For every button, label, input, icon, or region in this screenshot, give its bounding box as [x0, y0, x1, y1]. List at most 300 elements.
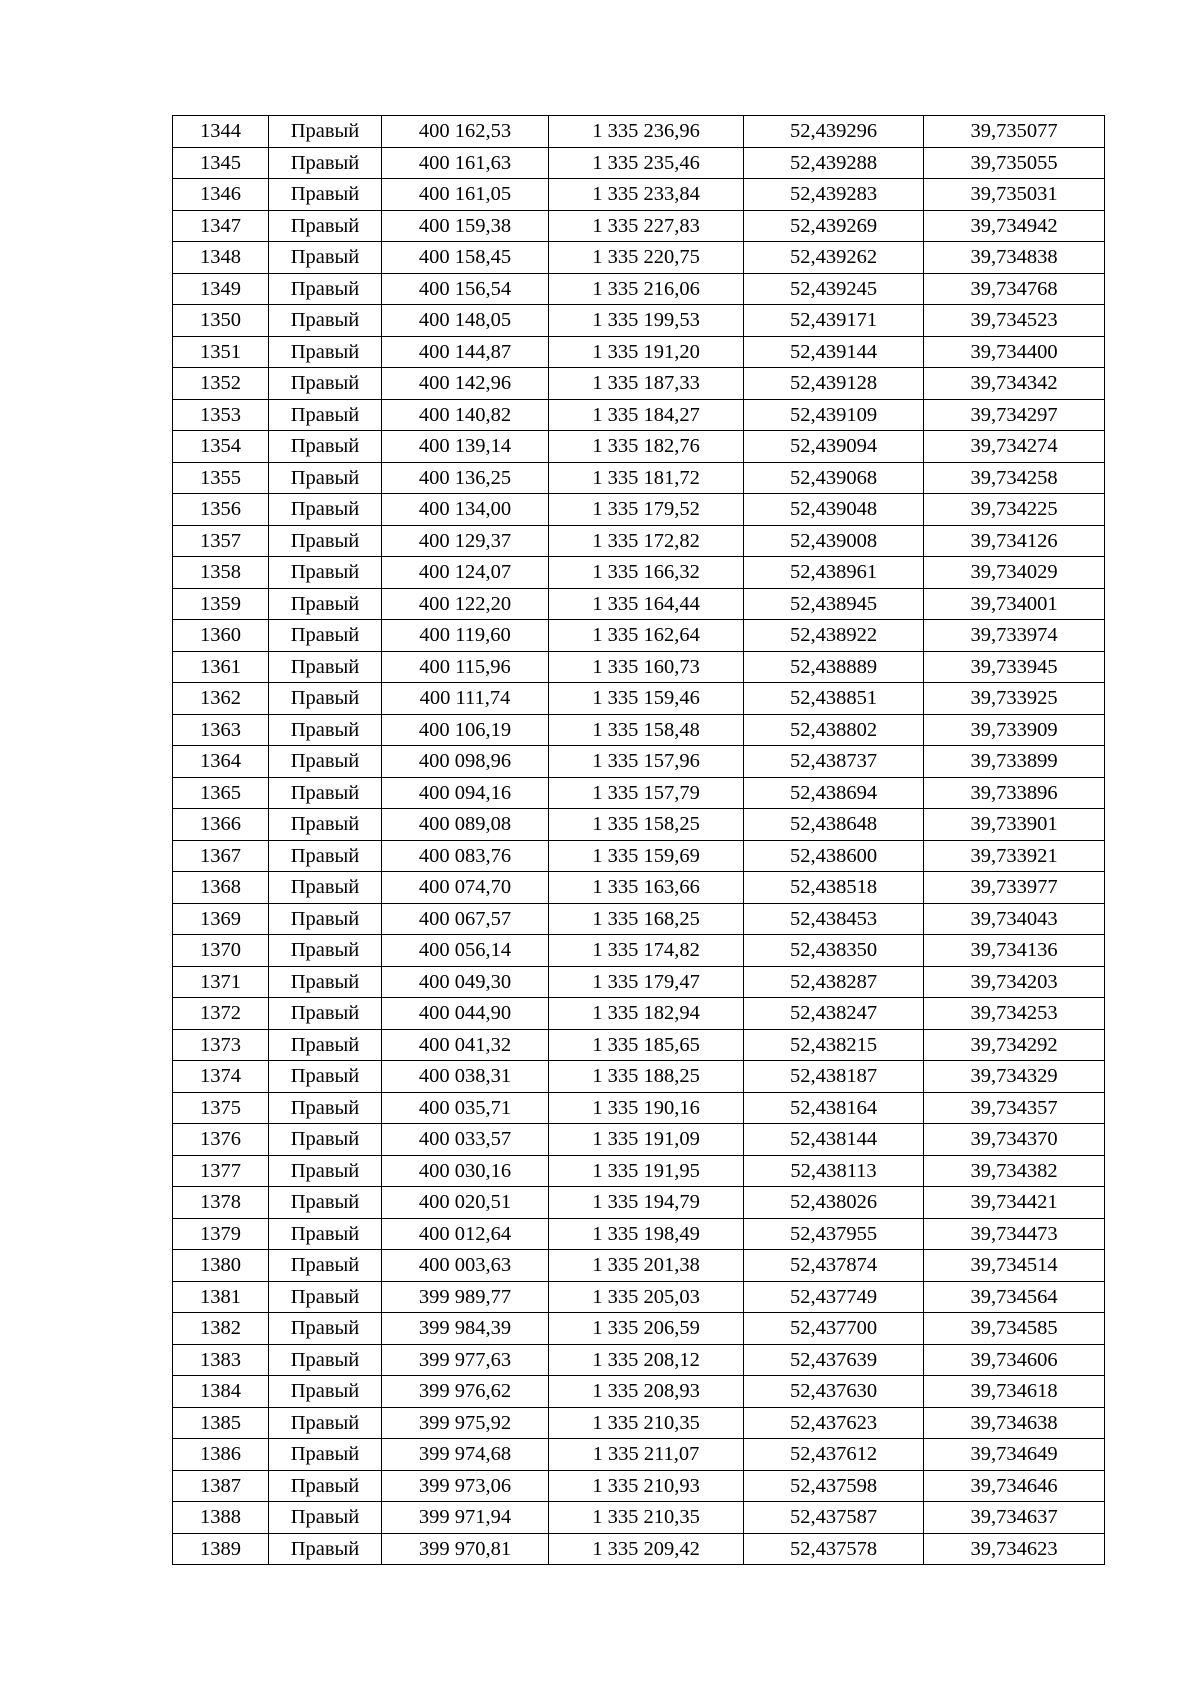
- table-row: [173, 462, 1105, 494]
- side-cell: Правый: [269, 1344, 382, 1376]
- table-row: [173, 1376, 1105, 1408]
- side-cell: Правый: [269, 1407, 382, 1439]
- point-number-cell: 1356: [173, 494, 269, 526]
- longitude-cell: 39,734329: [924, 1061, 1105, 1093]
- y-coordinate-cell: 1 335 191,09: [549, 1124, 744, 1156]
- y-coordinate-cell: 1 335 198,49: [549, 1218, 744, 1250]
- y-coordinate-cell: 1 335 194,79: [549, 1187, 744, 1219]
- longitude-cell: 39,734564: [924, 1281, 1105, 1313]
- y-coordinate-cell: 1 335 182,76: [549, 431, 744, 463]
- point-number-cell: 1358: [173, 557, 269, 589]
- latitude-cell: 52,439094: [744, 431, 924, 463]
- point-number-cell: 1352: [173, 368, 269, 400]
- y-coordinate-cell: 1 335 233,84: [549, 179, 744, 211]
- x-coordinate-cell: 400 144,87: [382, 336, 549, 368]
- point-number-cell: 1367: [173, 840, 269, 872]
- table-row: [173, 1470, 1105, 1502]
- latitude-cell: 52,439269: [744, 210, 924, 242]
- x-coordinate-cell: 400 041,32: [382, 1029, 549, 1061]
- table-row: [173, 809, 1105, 841]
- y-coordinate-cell: 1 335 216,06: [549, 273, 744, 305]
- longitude-cell: 39,733921: [924, 840, 1105, 872]
- table-row: [173, 431, 1105, 463]
- latitude-cell: 52,437612: [744, 1439, 924, 1471]
- x-coordinate-cell: 400 094,16: [382, 777, 549, 809]
- x-coordinate-cell: 400 148,05: [382, 305, 549, 337]
- y-coordinate-cell: 1 335 158,25: [549, 809, 744, 841]
- latitude-cell: 52,437749: [744, 1281, 924, 1313]
- y-coordinate-cell: 1 335 164,44: [549, 588, 744, 620]
- table-row: [173, 1533, 1105, 1565]
- latitude-cell: 52,438287: [744, 966, 924, 998]
- point-number-cell: 1388: [173, 1502, 269, 1534]
- point-number-cell: 1345: [173, 147, 269, 179]
- latitude-cell: 52,439048: [744, 494, 924, 526]
- x-coordinate-cell: 400 020,51: [382, 1187, 549, 1219]
- latitude-cell: 52,438694: [744, 777, 924, 809]
- side-cell: Правый: [269, 462, 382, 494]
- y-coordinate-cell: 1 335 160,73: [549, 651, 744, 683]
- point-number-cell: 1346: [173, 179, 269, 211]
- y-coordinate-cell: 1 335 159,46: [549, 683, 744, 715]
- longitude-cell: 39,734297: [924, 399, 1105, 431]
- table-row: [173, 147, 1105, 179]
- x-coordinate-cell: 399 975,92: [382, 1407, 549, 1439]
- point-number-cell: 1374: [173, 1061, 269, 1093]
- side-cell: Правый: [269, 809, 382, 841]
- point-number-cell: 1382: [173, 1313, 269, 1345]
- y-coordinate-cell: 1 335 220,75: [549, 242, 744, 274]
- table-row: [173, 746, 1105, 778]
- y-coordinate-cell: 1 335 168,25: [549, 903, 744, 935]
- x-coordinate-cell: 399 976,62: [382, 1376, 549, 1408]
- longitude-cell: 39,734637: [924, 1502, 1105, 1534]
- latitude-cell: 52,438600: [744, 840, 924, 872]
- x-coordinate-cell: 400 162,53: [382, 116, 549, 148]
- latitude-cell: 52,437700: [744, 1313, 924, 1345]
- latitude-cell: 52,438453: [744, 903, 924, 935]
- point-number-cell: 1368: [173, 872, 269, 904]
- latitude-cell: 52,438113: [744, 1155, 924, 1187]
- y-coordinate-cell: 1 335 163,66: [549, 872, 744, 904]
- x-coordinate-cell: 400 158,45: [382, 242, 549, 274]
- point-number-cell: 1372: [173, 998, 269, 1030]
- table-row: [173, 525, 1105, 557]
- x-coordinate-cell: 400 033,57: [382, 1124, 549, 1156]
- table-row: [173, 1439, 1105, 1471]
- latitude-cell: 52,437598: [744, 1470, 924, 1502]
- side-cell: Правый: [269, 242, 382, 274]
- x-coordinate-cell: 400 119,60: [382, 620, 549, 652]
- y-coordinate-cell: 1 335 208,93: [549, 1376, 744, 1408]
- y-coordinate-cell: 1 335 187,33: [549, 368, 744, 400]
- table-row: [173, 1124, 1105, 1156]
- side-cell: Правый: [269, 147, 382, 179]
- latitude-cell: 52,439128: [744, 368, 924, 400]
- y-coordinate-cell: 1 335 210,35: [549, 1502, 744, 1534]
- side-cell: Правый: [269, 1092, 382, 1124]
- y-coordinate-cell: 1 335 235,46: [549, 147, 744, 179]
- longitude-cell: 39,734473: [924, 1218, 1105, 1250]
- coordinates-table: [172, 115, 1105, 1565]
- table-row: [173, 399, 1105, 431]
- table-row: [173, 651, 1105, 683]
- x-coordinate-cell: 400 012,64: [382, 1218, 549, 1250]
- x-coordinate-cell: 400 035,71: [382, 1092, 549, 1124]
- point-number-cell: 1360: [173, 620, 269, 652]
- table-row: [173, 620, 1105, 652]
- table-row: [173, 1281, 1105, 1313]
- x-coordinate-cell: 400 139,14: [382, 431, 549, 463]
- x-coordinate-cell: 400 074,70: [382, 872, 549, 904]
- y-coordinate-cell: 1 335 182,94: [549, 998, 744, 1030]
- side-cell: Правый: [269, 1061, 382, 1093]
- table-row: [173, 179, 1105, 211]
- x-coordinate-cell: 400 083,76: [382, 840, 549, 872]
- side-cell: Правый: [269, 620, 382, 652]
- longitude-cell: 39,734523: [924, 305, 1105, 337]
- point-number-cell: 1385: [173, 1407, 269, 1439]
- table-row: [173, 336, 1105, 368]
- longitude-cell: 39,734618: [924, 1376, 1105, 1408]
- longitude-cell: 39,734370: [924, 1124, 1105, 1156]
- side-cell: Правый: [269, 273, 382, 305]
- side-cell: Правый: [269, 935, 382, 967]
- latitude-cell: 52,438851: [744, 683, 924, 715]
- longitude-cell: 39,734400: [924, 336, 1105, 368]
- table-row: [173, 1313, 1105, 1345]
- longitude-cell: 39,734253: [924, 998, 1105, 1030]
- x-coordinate-cell: 400 122,20: [382, 588, 549, 620]
- point-number-cell: 1378: [173, 1187, 269, 1219]
- table-row: [173, 1502, 1105, 1534]
- y-coordinate-cell: 1 335 184,27: [549, 399, 744, 431]
- latitude-cell: 52,437587: [744, 1502, 924, 1534]
- longitude-cell: 39,734623: [924, 1533, 1105, 1565]
- side-cell: Правый: [269, 1439, 382, 1471]
- side-cell: Правый: [269, 1281, 382, 1313]
- point-number-cell: 1377: [173, 1155, 269, 1187]
- x-coordinate-cell: 400 003,63: [382, 1250, 549, 1282]
- coordinates-table-body: [173, 116, 1105, 1565]
- point-number-cell: 1357: [173, 525, 269, 557]
- longitude-cell: 39,734136: [924, 935, 1105, 967]
- x-coordinate-cell: 400 124,07: [382, 557, 549, 589]
- side-cell: Правый: [269, 1218, 382, 1250]
- x-coordinate-cell: 399 973,06: [382, 1470, 549, 1502]
- point-number-cell: 1344: [173, 116, 269, 148]
- latitude-cell: 52,438922: [744, 620, 924, 652]
- side-cell: Правый: [269, 116, 382, 148]
- side-cell: Правый: [269, 1470, 382, 1502]
- point-number-cell: 1362: [173, 683, 269, 715]
- y-coordinate-cell: 1 335 201,38: [549, 1250, 744, 1282]
- table-row: [173, 777, 1105, 809]
- side-cell: Правый: [269, 494, 382, 526]
- longitude-cell: 39,733909: [924, 714, 1105, 746]
- side-cell: Правый: [269, 588, 382, 620]
- table-row: [173, 1250, 1105, 1282]
- point-number-cell: 1363: [173, 714, 269, 746]
- longitude-cell: 39,734126: [924, 525, 1105, 557]
- side-cell: Правый: [269, 1502, 382, 1534]
- latitude-cell: 52,438518: [744, 872, 924, 904]
- x-coordinate-cell: 400 098,96: [382, 746, 549, 778]
- y-coordinate-cell: 1 335 185,65: [549, 1029, 744, 1061]
- longitude-cell: 39,733896: [924, 777, 1105, 809]
- table-row: [173, 305, 1105, 337]
- longitude-cell: 39,733901: [924, 809, 1105, 841]
- y-coordinate-cell: 1 335 162,64: [549, 620, 744, 652]
- table-row: [173, 1092, 1105, 1124]
- table-row: [173, 998, 1105, 1030]
- point-number-cell: 1365: [173, 777, 269, 809]
- point-number-cell: 1355: [173, 462, 269, 494]
- x-coordinate-cell: 400 161,63: [382, 147, 549, 179]
- point-number-cell: 1381: [173, 1281, 269, 1313]
- y-coordinate-cell: 1 335 172,82: [549, 525, 744, 557]
- x-coordinate-cell: 400 067,57: [382, 903, 549, 935]
- longitude-cell: 39,735031: [924, 179, 1105, 211]
- x-coordinate-cell: 400 140,82: [382, 399, 549, 431]
- latitude-cell: 52,438945: [744, 588, 924, 620]
- x-coordinate-cell: 400 111,74: [382, 683, 549, 715]
- table-row: [173, 273, 1105, 305]
- table-row: [173, 494, 1105, 526]
- x-coordinate-cell: 400 044,90: [382, 998, 549, 1030]
- point-number-cell: 1364: [173, 746, 269, 778]
- longitude-cell: 39,734585: [924, 1313, 1105, 1345]
- latitude-cell: 52,438164: [744, 1092, 924, 1124]
- side-cell: Правый: [269, 368, 382, 400]
- point-number-cell: 1348: [173, 242, 269, 274]
- x-coordinate-cell: 399 970,81: [382, 1533, 549, 1565]
- y-coordinate-cell: 1 335 157,96: [549, 746, 744, 778]
- side-cell: Правый: [269, 998, 382, 1030]
- x-coordinate-cell: 400 161,05: [382, 179, 549, 211]
- point-number-cell: 1366: [173, 809, 269, 841]
- point-number-cell: 1371: [173, 966, 269, 998]
- y-coordinate-cell: 1 335 199,53: [549, 305, 744, 337]
- point-number-cell: 1375: [173, 1092, 269, 1124]
- x-coordinate-cell: 400 134,00: [382, 494, 549, 526]
- x-coordinate-cell: 400 115,96: [382, 651, 549, 683]
- table-row: [173, 557, 1105, 589]
- x-coordinate-cell: 399 989,77: [382, 1281, 549, 1313]
- longitude-cell: 39,734357: [924, 1092, 1105, 1124]
- latitude-cell: 52,438026: [744, 1187, 924, 1219]
- side-cell: Правый: [269, 966, 382, 998]
- side-cell: Правый: [269, 714, 382, 746]
- x-coordinate-cell: 400 049,30: [382, 966, 549, 998]
- x-coordinate-cell: 399 984,39: [382, 1313, 549, 1345]
- latitude-cell: 52,438802: [744, 714, 924, 746]
- side-cell: Правый: [269, 525, 382, 557]
- point-number-cell: 1379: [173, 1218, 269, 1250]
- latitude-cell: 52,437623: [744, 1407, 924, 1439]
- side-cell: Правый: [269, 305, 382, 337]
- latitude-cell: 52,438215: [744, 1029, 924, 1061]
- latitude-cell: 52,439008: [744, 525, 924, 557]
- side-cell: Правый: [269, 1029, 382, 1061]
- longitude-cell: 39,734001: [924, 588, 1105, 620]
- longitude-cell: 39,734342: [924, 368, 1105, 400]
- longitude-cell: 39,734292: [924, 1029, 1105, 1061]
- x-coordinate-cell: 400 030,16: [382, 1155, 549, 1187]
- y-coordinate-cell: 1 335 209,42: [549, 1533, 744, 1565]
- latitude-cell: 52,438144: [744, 1124, 924, 1156]
- side-cell: Правый: [269, 1187, 382, 1219]
- latitude-cell: 52,437630: [744, 1376, 924, 1408]
- latitude-cell: 52,438247: [744, 998, 924, 1030]
- longitude-cell: 39,734638: [924, 1407, 1105, 1439]
- longitude-cell: 39,734838: [924, 242, 1105, 274]
- table-row: [173, 1155, 1105, 1187]
- x-coordinate-cell: 400 056,14: [382, 935, 549, 967]
- longitude-cell: 39,733925: [924, 683, 1105, 715]
- y-coordinate-cell: 1 335 188,25: [549, 1061, 744, 1093]
- longitude-cell: 39,733945: [924, 651, 1105, 683]
- point-number-cell: 1387: [173, 1470, 269, 1502]
- side-cell: Правый: [269, 179, 382, 211]
- y-coordinate-cell: 1 335 181,72: [549, 462, 744, 494]
- y-coordinate-cell: 1 335 174,82: [549, 935, 744, 967]
- y-coordinate-cell: 1 335 179,52: [549, 494, 744, 526]
- y-coordinate-cell: 1 335 191,20: [549, 336, 744, 368]
- table-row: [173, 242, 1105, 274]
- table-row: [173, 1218, 1105, 1250]
- latitude-cell: 52,439109: [744, 399, 924, 431]
- longitude-cell: 39,734768: [924, 273, 1105, 305]
- point-number-cell: 1349: [173, 273, 269, 305]
- x-coordinate-cell: 400 106,19: [382, 714, 549, 746]
- longitude-cell: 39,734043: [924, 903, 1105, 935]
- longitude-cell: 39,734274: [924, 431, 1105, 463]
- side-cell: Правый: [269, 683, 382, 715]
- table-row: [173, 935, 1105, 967]
- side-cell: Правый: [269, 431, 382, 463]
- table-row: [173, 116, 1105, 148]
- latitude-cell: 52,438961: [744, 557, 924, 589]
- y-coordinate-cell: 1 335 208,12: [549, 1344, 744, 1376]
- longitude-cell: 39,734606: [924, 1344, 1105, 1376]
- y-coordinate-cell: 1 335 227,83: [549, 210, 744, 242]
- table-row: [173, 1029, 1105, 1061]
- latitude-cell: 52,438737: [744, 746, 924, 778]
- x-coordinate-cell: 400 038,31: [382, 1061, 549, 1093]
- longitude-cell: 39,734203: [924, 966, 1105, 998]
- point-number-cell: 1369: [173, 903, 269, 935]
- side-cell: Правый: [269, 840, 382, 872]
- longitude-cell: 39,734649: [924, 1439, 1105, 1471]
- latitude-cell: 52,437874: [744, 1250, 924, 1282]
- x-coordinate-cell: 400 136,25: [382, 462, 549, 494]
- y-coordinate-cell: 1 335 236,96: [549, 116, 744, 148]
- side-cell: Правый: [269, 777, 382, 809]
- point-number-cell: 1380: [173, 1250, 269, 1282]
- side-cell: Правый: [269, 557, 382, 589]
- point-number-cell: 1386: [173, 1439, 269, 1471]
- x-coordinate-cell: 399 977,63: [382, 1344, 549, 1376]
- latitude-cell: 52,439262: [744, 242, 924, 274]
- point-number-cell: 1389: [173, 1533, 269, 1565]
- longitude-cell: 39,735055: [924, 147, 1105, 179]
- latitude-cell: 52,439171: [744, 305, 924, 337]
- y-coordinate-cell: 1 335 157,79: [549, 777, 744, 809]
- x-coordinate-cell: 399 974,68: [382, 1439, 549, 1471]
- table-row: [173, 840, 1105, 872]
- latitude-cell: 52,439144: [744, 336, 924, 368]
- point-number-cell: 1384: [173, 1376, 269, 1408]
- table-row: [173, 1061, 1105, 1093]
- point-number-cell: 1361: [173, 651, 269, 683]
- x-coordinate-cell: 400 159,38: [382, 210, 549, 242]
- table-row: [173, 368, 1105, 400]
- side-cell: Правый: [269, 903, 382, 935]
- latitude-cell: 52,437955: [744, 1218, 924, 1250]
- longitude-cell: 39,735077: [924, 116, 1105, 148]
- latitude-cell: 52,439283: [744, 179, 924, 211]
- y-coordinate-cell: 1 335 179,47: [549, 966, 744, 998]
- x-coordinate-cell: 400 142,96: [382, 368, 549, 400]
- longitude-cell: 39,734258: [924, 462, 1105, 494]
- longitude-cell: 39,734421: [924, 1187, 1105, 1219]
- point-number-cell: 1370: [173, 935, 269, 967]
- latitude-cell: 52,437578: [744, 1533, 924, 1565]
- table-row: [173, 1344, 1105, 1376]
- latitude-cell: 52,438648: [744, 809, 924, 841]
- longitude-cell: 39,733899: [924, 746, 1105, 778]
- side-cell: Правый: [269, 1155, 382, 1187]
- point-number-cell: 1383: [173, 1344, 269, 1376]
- point-number-cell: 1354: [173, 431, 269, 463]
- longitude-cell: 39,734029: [924, 557, 1105, 589]
- table-row: [173, 210, 1105, 242]
- side-cell: Правый: [269, 746, 382, 778]
- point-number-cell: 1359: [173, 588, 269, 620]
- latitude-cell: 52,439296: [744, 116, 924, 148]
- table-row: [173, 1187, 1105, 1219]
- y-coordinate-cell: 1 335 211,07: [549, 1439, 744, 1471]
- latitude-cell: 52,439288: [744, 147, 924, 179]
- x-coordinate-cell: 400 089,08: [382, 809, 549, 841]
- latitude-cell: 52,439245: [744, 273, 924, 305]
- table-row: [173, 588, 1105, 620]
- side-cell: Правый: [269, 1533, 382, 1565]
- side-cell: Правый: [269, 336, 382, 368]
- point-number-cell: 1351: [173, 336, 269, 368]
- side-cell: Правый: [269, 1124, 382, 1156]
- y-coordinate-cell: 1 335 158,48: [549, 714, 744, 746]
- latitude-cell: 52,438350: [744, 935, 924, 967]
- side-cell: Правый: [269, 399, 382, 431]
- y-coordinate-cell: 1 335 159,69: [549, 840, 744, 872]
- y-coordinate-cell: 1 335 210,93: [549, 1470, 744, 1502]
- longitude-cell: 39,734225: [924, 494, 1105, 526]
- side-cell: Правый: [269, 210, 382, 242]
- side-cell: Правый: [269, 1313, 382, 1345]
- latitude-cell: 52,438187: [744, 1061, 924, 1093]
- point-number-cell: 1353: [173, 399, 269, 431]
- latitude-cell: 52,439068: [744, 462, 924, 494]
- y-coordinate-cell: 1 335 210,35: [549, 1407, 744, 1439]
- side-cell: Правый: [269, 651, 382, 683]
- table-row: [173, 1407, 1105, 1439]
- table-row: [173, 966, 1105, 998]
- longitude-cell: 39,733977: [924, 872, 1105, 904]
- longitude-cell: 39,734514: [924, 1250, 1105, 1282]
- point-number-cell: 1347: [173, 210, 269, 242]
